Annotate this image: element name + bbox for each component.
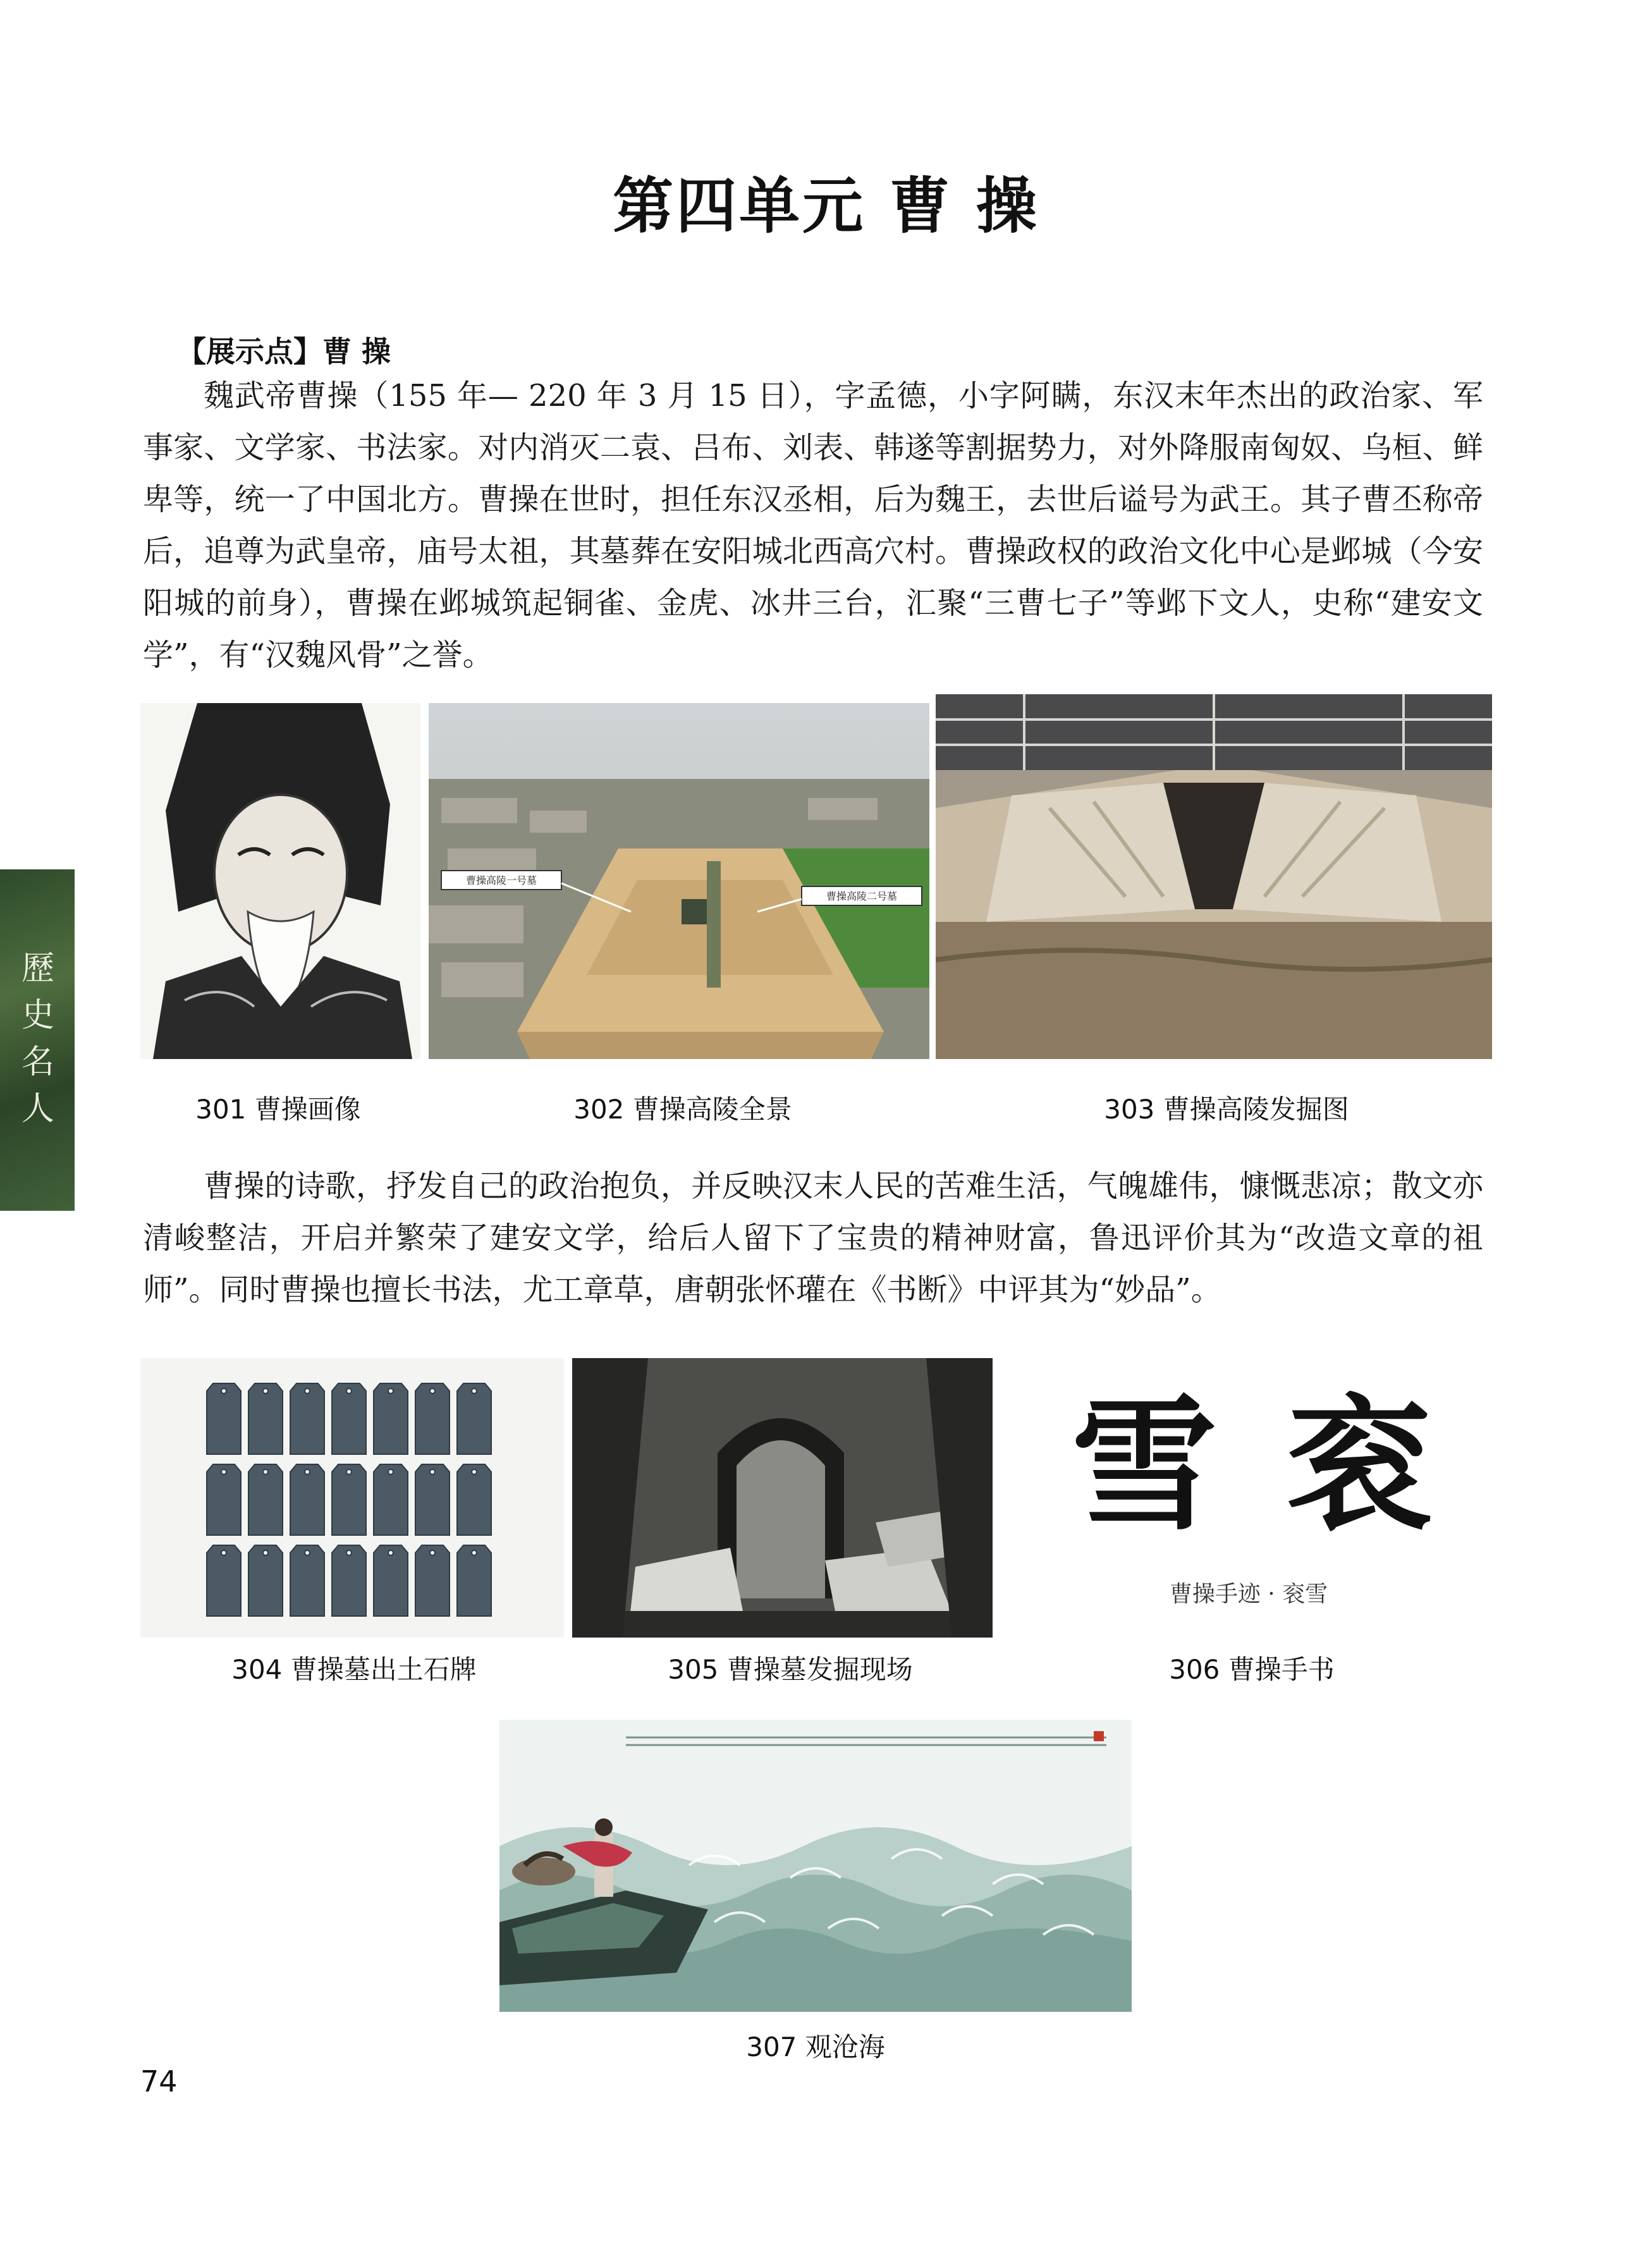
caption-302: 302 曹操高陵全景 bbox=[573, 1094, 792, 1125]
caption-303: 303 曹操高陵发掘图 bbox=[1104, 1094, 1349, 1125]
tablet-hole bbox=[221, 1469, 226, 1474]
figure-306-calligraphy bbox=[1005, 1358, 1492, 1638]
tablet-hole bbox=[346, 1550, 352, 1555]
portrait-icon bbox=[140, 703, 420, 1059]
figure-303-excavation bbox=[936, 694, 1492, 1059]
paragraph-text-2: 曹操的诗歌，抒发自己的政治抱负，并反映汉末人民的苦难生活，气魄雄伟，慷慨悲凉；散文亦清峻整洁，开启并繁荣了建安文学，给后人留下了宝贵的精神财富，鲁迅评价其为“改造文章的祖师”。同时曹操也擅长书法，尤工章草，唐朝张怀瓘在《书断》中评其为“妙品”。 bbox=[143, 1168, 1483, 1308]
tomb-icon bbox=[429, 703, 929, 1059]
excavation-icon bbox=[936, 694, 1492, 1059]
tablet-hole bbox=[430, 1550, 435, 1555]
tablet-hole bbox=[430, 1388, 435, 1394]
caption-301: 301 曹操画像 bbox=[195, 1094, 361, 1125]
calligraphy-char-2: 衮 bbox=[1286, 1380, 1432, 1551]
tablet-hole bbox=[263, 1388, 268, 1394]
calligraphy-inscription: 曹操手迹 · 衮雪 bbox=[1169, 1581, 1328, 1607]
tablet-hole bbox=[472, 1469, 477, 1474]
figure-307-painting bbox=[499, 1720, 1132, 2012]
figure-305-tomb-arch bbox=[572, 1358, 993, 1638]
section-label: 【展示点】曹 操 bbox=[177, 334, 391, 369]
tablet-hole bbox=[305, 1469, 310, 1474]
tablet-hole bbox=[305, 1550, 310, 1555]
tablet-hole bbox=[388, 1550, 393, 1555]
tablet-hole bbox=[388, 1469, 393, 1474]
figure-301-portrait bbox=[140, 703, 420, 1059]
tablet-hole bbox=[263, 1469, 268, 1474]
tablet-hole bbox=[221, 1388, 226, 1394]
tablet-hole bbox=[221, 1550, 226, 1555]
tablet-hole bbox=[472, 1388, 477, 1394]
caption-304: 304 曹操墓出土石牌 bbox=[231, 1654, 477, 1685]
tomb-label-2: 曹操高陵二号墓 bbox=[826, 890, 898, 902]
poetry-paragraph bbox=[143, 1160, 1483, 1316]
tablet-hole bbox=[305, 1388, 310, 1394]
intro-paragraph bbox=[143, 370, 1483, 681]
page-number: 74 bbox=[140, 2064, 178, 2098]
tablet-hole bbox=[346, 1388, 352, 1394]
tablet-hole bbox=[346, 1469, 352, 1474]
caption-307: 307 观沧海 bbox=[746, 2031, 885, 2062]
tomb-arch-icon bbox=[572, 1358, 993, 1638]
figure-302-tomb-panorama bbox=[429, 703, 929, 1059]
caption-305: 305 曹操墓发掘现场 bbox=[668, 1654, 913, 1685]
stone-tablets-icon bbox=[140, 1358, 564, 1638]
tablet-hole bbox=[388, 1388, 393, 1394]
figure-304-stone-tablets bbox=[140, 1358, 564, 1638]
tomb-label-1: 曹操高陵一号墓 bbox=[465, 874, 537, 886]
calligraphy-char-1: 雪 bbox=[1071, 1380, 1217, 1551]
paragraph-text-1: 魏武帝曹操（155 年— 220 年 3 月 15 日），字孟德，小字阿瞒，东汉末年杰出的政治家、军事家、文学家、书法家。对内消灭二袁、吕布、刘表、韩遂等割据势力，对外降服南匈奴、乌桓、鲜卑等，统一了中国北方。曹操在世时，担任东汉丞相，后为魏王，去世后谥号为武王。其子曹丕称帝后，追尊为武皇帝，庙号太祖，其墓葬在安阳城北西高穴村。曹操政权的政治文化中心是邺城（今安阳城的前身），曹操在邺城筑起铜雀、金虎、冰井三台，汇聚“三曹七子”等邺下文人，史称“建安文学”，有“汉魏风骨”之誉。 bbox=[143, 378, 1483, 673]
seascape-painting-icon bbox=[499, 1720, 1132, 2012]
caption-306: 306 曹操手书 bbox=[1169, 1654, 1335, 1685]
side-tab-text: 歷史名人 bbox=[21, 950, 54, 1128]
tablet-hole bbox=[430, 1469, 435, 1474]
tablet-hole bbox=[472, 1550, 477, 1555]
page-title: 第四单元 曹 操 bbox=[613, 170, 1039, 242]
tablet-hole bbox=[263, 1550, 268, 1555]
